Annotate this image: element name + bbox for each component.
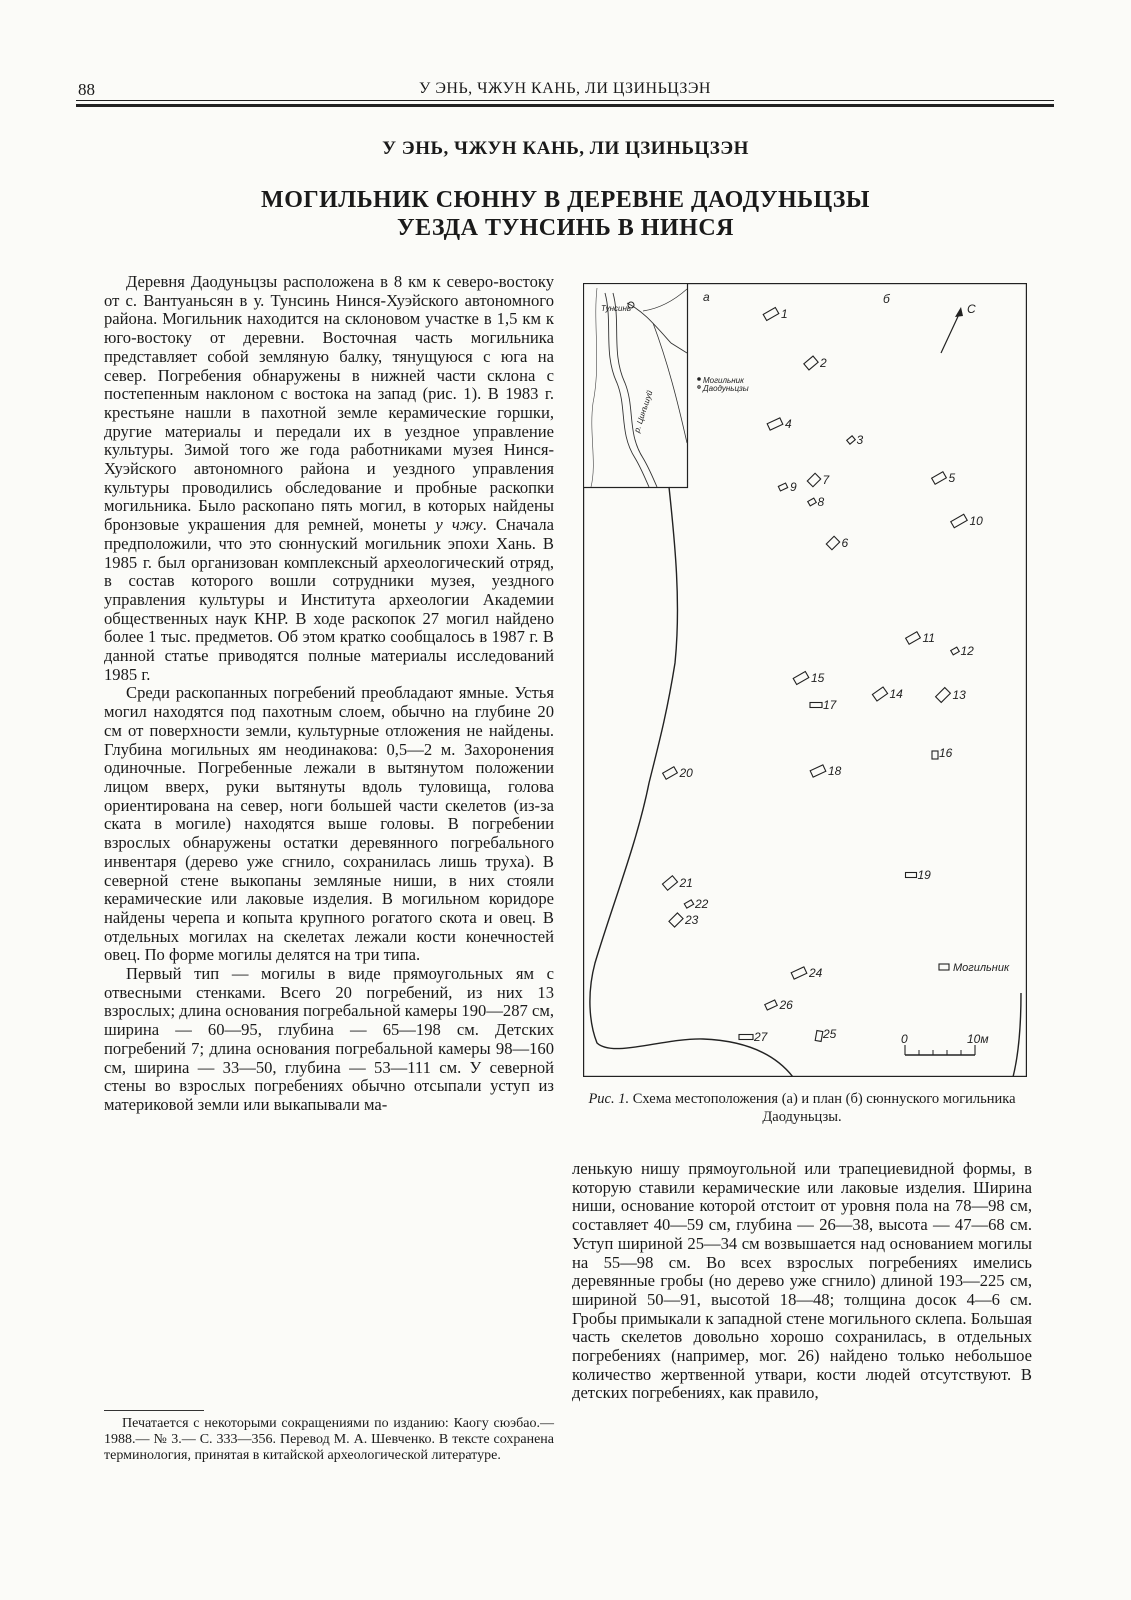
grave-5-symbol (932, 472, 947, 485)
caption-text: Схема местоположения (а) и план (б) сюннуского могильника Даодуньцзы. (629, 1091, 1016, 1125)
grave-8-label: 8 (817, 495, 825, 509)
plan-label-b: б (883, 292, 890, 306)
grave-15-symbol (793, 671, 809, 684)
grave-1-label: 1 (781, 307, 788, 321)
grave-25-label: 25 (823, 1027, 837, 1041)
ravine-edge-west (590, 487, 793, 1077)
ravine-edge-east (1013, 993, 1021, 1077)
grave-6-label: 6 (841, 536, 849, 550)
grave-7-label: 7 (822, 473, 830, 487)
grave-6-symbol (826, 536, 839, 549)
inset-label-a: а (703, 290, 710, 304)
grave-9-label: 9 (790, 480, 797, 494)
footnote-rule (104, 1410, 204, 1411)
paragraph-intro: Деревня Даодуньцзы расположена в 8 км к северо-востоку от с. Вантуаньсян в у. Тунсинь Нинся-Хуэйского автономного района. Могильник находится на склоновом участке в 1,5 км к юго-востоку от деревни. Восточная часть могильника представляет собой земляную балку, тянущуюся с юга на север. Погребения обнаружены в нижней части склона с постепенным наклоном с востока на запад (рис. 1). В 1983 г. крестьяне нашли в пахотной земле керамические горшки, другие материалы и передали их в уездное управление культуры. Зимой того же года работниками музея Нинся-Хуэйского автономного района и уездного управления культуры проводились обследование и пробные раскопки могильника. Было раскопано пять могил, в которых найдены бронзовые украшения для ремней, монеты у чжу. Сначала предположили, что это сюннуский могильник эпохи Хань. В 1985 г. был организован комплексный археологический отряд, в состав которого вошли сотрудники музея, уездного управления культуры и Института археологии Академии общественных наук КНР. В ходе раскопок 27 могил найдено более 1 тыс. предметов. Об этом кратко сообщалось в 1987 г. В данной статье приводятся полные материалы исследований 1985 г. (104, 272, 555, 684)
grave-17-symbol (810, 703, 822, 708)
grave-4-label: 4 (785, 417, 792, 431)
inset-town-label: Тунсинь (601, 304, 632, 313)
grave-3-symbol (847, 436, 856, 444)
grave-27-symbol (739, 1035, 753, 1040)
grave-11-label: 11 (922, 631, 935, 645)
inset-river-label: р. Цинъшуй (632, 389, 655, 434)
grave-8-symbol (808, 498, 817, 506)
grave-10-label: 10 (969, 514, 983, 528)
grave-26-label: 26 (779, 998, 793, 1012)
grave-22-symbol (684, 900, 693, 908)
grave-4-symbol (767, 418, 783, 430)
figure-site-plan (583, 283, 1027, 1077)
title-line-2: УЕЗДА ТУНСИНЬ В НИНСЯ (397, 215, 734, 241)
grave-23-symbol (669, 913, 683, 927)
footnote: Печатается с некоторыми сокращениями по изданию: Каогу сюэбао.— 1988.— № 3.— С. 333—356. Перевод М. А. Шевченко. В тексте сохранена терминология, принятая в китайской археологической литературе. (104, 1416, 554, 1463)
grave-27-label: 27 (754, 1030, 768, 1044)
grave-12-label: 12 (960, 644, 974, 658)
grave-11-symbol (906, 632, 921, 645)
grave-2-label: 2 (820, 356, 827, 370)
running-head (76, 80, 1054, 102)
grave-19-symbol (906, 873, 917, 878)
title-line-1: МОГИЛЬНИК СЮННУ В ДЕРЕВНЕ ДАОДУНЬЦЗЫ (261, 187, 870, 213)
grave-10-symbol (951, 514, 967, 528)
grave-15-label: 15 (811, 671, 825, 685)
grave-5-label: 5 (948, 471, 956, 485)
article-title (0, 186, 1131, 242)
legend-label: Могильник (953, 962, 1010, 974)
paragraph-continuation: ленькую нишу прямоугольной или трапециевидной формы, в которую ставили керамические или лаковые изделия. Ширина ниши, основание которой отстоит от уровня пола на 78—98 см, составляет 40—59 см, глубина — 26—38, высота — 47—68 см. Уступ шириной 25—34 см возвышается над основанием могилы на 55—98 см. Во всех взрослых погребениях имелись деревянные гробы (но дерево уже сгнило) длиной 193—225 см, шириной 50—91, высотой 18—48; толщина досок 4—6 см. Гробы примыкали к западной стене могильного склепа. Большая часть скелетов довольно хорошо сохранилась, в отдельных погребениях (например, мог. 26) найдено только небольшое количество жертвенной утвари, кости людей отсутствуют. В детских погребениях, как правило, (572, 1159, 1032, 1403)
grave-18-label: 18 (828, 764, 842, 778)
grave-23-label: 23 (685, 913, 699, 927)
grave-14-label: 14 (889, 687, 903, 701)
grave-20-symbol (663, 767, 678, 780)
left-column (104, 273, 554, 1115)
inset-site-label: Могильник (703, 376, 744, 385)
grave-18-symbol (810, 765, 826, 777)
graves-group (662, 307, 983, 1044)
grave-17-label: 17 (823, 698, 837, 712)
inset-map-frame (584, 284, 688, 488)
article-authors: У ЭНЬ, ЧЖУН КАНЬ, ЛИ ЦЗИНЬЦЗЭН (382, 138, 749, 159)
legend-grave-symbol (939, 964, 949, 970)
grave-26-symbol (765, 1000, 778, 1010)
inset-site-marker (697, 377, 701, 381)
paragraph-type-one: Первый тип — могилы в виде прямоугольных ям с отвесными стенками. Всего 20 погребений, из них 13 взрослых; длина основания погребальной камеры 190—287 см, ширина — 60—95, глубина — 65—198 см. Детских погребений 7; длина основания погребальной камеры 98—160 см, ширина — 33—50, глубина — 53—111 см. У северной стены во взрослых погребениях обычно отсыпали уступ из материковой земли или выкапывали ма- (104, 964, 554, 1114)
grave-22-label: 22 (695, 897, 709, 911)
site-plan-svg (583, 283, 1027, 1077)
grave-16-symbol (932, 751, 938, 759)
grave-13-symbol (936, 688, 951, 703)
grave-21-symbol (662, 876, 677, 890)
paragraph-burials: Среди раскопанных погребений преобладают ямные. Устья могил находятся под пахотным слоем, обычно на глубине 20 см от поверхности земли, культурные отложения не найдены. Глубина могильных ям неодинакова: 0,5—2 м. Захоронения одиночные. Погребенные лежали в вытянутом положении лицом вверх, руки вытянуты вдоль туловища, голова ориентирована на север, ноги большей части скелетов (из-за ската в могиле) находятся выше головы. В погребении взрослых обнаружены остатки деревянного погребального инвентаря (дерево уже сгнило, сохранилась лишь труха). В северной стене выкопаны земляные ниши, в них стояли керамические или лаковые изделия. В могильном коридоре найдены черепа и копыта крупного рогатого скота и овец. В отдельных могилах на скелетах лежали кости конечностей овец. По форме могилы делятся на три типа. (104, 683, 554, 965)
inset-village-marker (698, 386, 700, 388)
grave-24-label: 24 (809, 966, 823, 980)
grave-16-label: 16 (939, 746, 953, 760)
north-arrow-head (955, 307, 963, 317)
grave-13-label: 13 (952, 688, 966, 702)
grave-19-label: 19 (917, 868, 931, 882)
page-number: 88 (78, 80, 95, 99)
running-title: У ЭНЬ, ЧЖУН КАНЬ, ЛИ ЦЗИНЬЦЗЭН (419, 80, 711, 97)
right-column (572, 1160, 1032, 1403)
grave-25-symbol (815, 1031, 823, 1042)
grave-1-symbol (763, 307, 779, 320)
grave-3-label: 3 (856, 433, 864, 447)
north-arrow-label: С (967, 302, 976, 316)
figure-caption (572, 1090, 1032, 1126)
inset-village-label: Даодуньцзы (703, 384, 749, 393)
header-rule-thick (76, 104, 1054, 107)
scale-end-label: 10м (967, 1032, 989, 1046)
grave-7-symbol (807, 473, 820, 486)
grave-9-symbol (778, 483, 787, 491)
scale-zero-label: 0 (901, 1032, 908, 1046)
header-rule-thin (76, 100, 1054, 101)
grave-21-label: 21 (679, 876, 693, 890)
grave-20-label: 20 (679, 766, 693, 780)
caption-figure-number: Рис. 1. (588, 1091, 630, 1107)
grave-24-symbol (791, 967, 807, 979)
grave-14-symbol (872, 687, 887, 701)
grave-12-symbol (951, 647, 960, 655)
grave-2-symbol (804, 356, 818, 370)
